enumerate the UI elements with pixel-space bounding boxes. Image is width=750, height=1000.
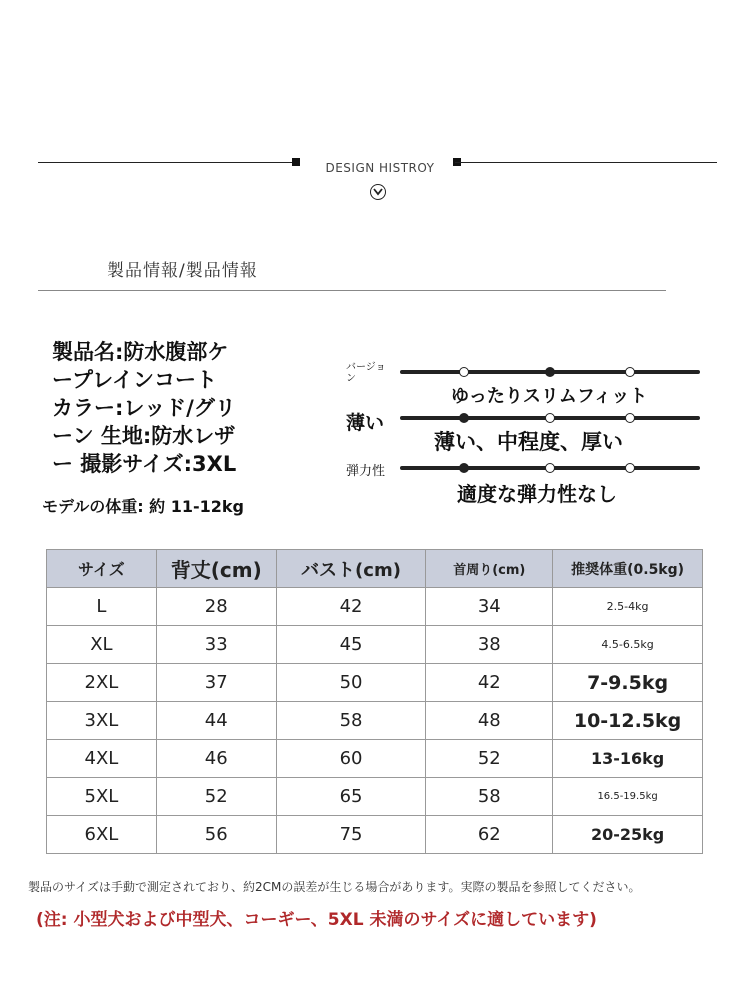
slider-label-thickness: 薄い <box>346 412 385 434</box>
cell-neck: 58 <box>426 778 553 816</box>
cell-weight: 2.5-4kg <box>553 588 703 626</box>
col-header-neck: 首周り(cm) <box>426 550 553 588</box>
table-row <box>47 664 703 702</box>
measurement-note: 製品のサイズは手動で測定されており、約2CMの誤差が生じる場合があります。実際の製品を参照してください。 <box>28 880 641 894</box>
cell-size: L <box>47 588 157 626</box>
cell-length: 56 <box>156 816 276 854</box>
section-divider <box>38 290 666 291</box>
slider-dot-active <box>545 367 555 377</box>
cell-chest: 45 <box>276 626 426 664</box>
product-info-line: ー 撮影サイズ:3XL <box>52 452 237 476</box>
table-header-row <box>47 550 703 588</box>
slider-dot-active <box>459 413 469 423</box>
size-warning: (注: 小型犬および中型犬、コーギー、5XL 未満のサイズに適しています) <box>36 910 597 930</box>
model-weight: モデルの体重: 約 11-12kg <box>42 497 245 516</box>
cell-size: 3XL <box>47 702 157 740</box>
cell-weight: 7-9.5kg <box>553 664 703 702</box>
cell-chest: 58 <box>276 702 426 740</box>
header-square-left <box>292 158 300 166</box>
slider-dot <box>459 367 469 377</box>
slider-dot-active <box>459 463 469 473</box>
cell-length: 37 <box>156 664 276 702</box>
table-row <box>47 816 703 854</box>
table-row <box>47 778 703 816</box>
col-header-size: サイズ <box>47 550 157 588</box>
cell-neck: 62 <box>426 816 553 854</box>
cell-length: 46 <box>156 740 276 778</box>
slider-dot <box>625 463 635 473</box>
slider-dot <box>625 413 635 423</box>
cell-chest: 75 <box>276 816 426 854</box>
cell-size: 4XL <box>47 740 157 778</box>
product-info-line: ーン 生地:防水レザ <box>52 424 236 448</box>
slider-caption-version: ゆったりスリムフィット <box>451 386 648 407</box>
slider-label-version: バージョン <box>346 362 386 384</box>
slider-label-elasticity: 弾力性 <box>346 464 386 479</box>
cell-chest: 60 <box>276 740 426 778</box>
cell-neck: 52 <box>426 740 553 778</box>
chevron-down-circle-icon <box>370 184 386 200</box>
table-row <box>47 588 703 626</box>
cell-weight: 20-25kg <box>553 816 703 854</box>
col-header-length: 背丈(cm) <box>156 550 276 588</box>
cell-length: 28 <box>156 588 276 626</box>
header-rule-left <box>38 162 300 163</box>
cell-neck: 42 <box>426 664 553 702</box>
col-header-chest: バスト(cm) <box>276 550 426 588</box>
table-row <box>47 702 703 740</box>
header-rule-right <box>455 162 717 163</box>
cell-size: 5XL <box>47 778 157 816</box>
cell-neck: 48 <box>426 702 553 740</box>
cell-chest: 50 <box>276 664 426 702</box>
cell-weight: 4.5-6.5kg <box>553 626 703 664</box>
design-history-title: DESIGN HISTROY <box>325 161 435 175</box>
cell-length: 44 <box>156 702 276 740</box>
cell-chest: 42 <box>276 588 426 626</box>
cell-length: 52 <box>156 778 276 816</box>
table-row <box>47 626 703 664</box>
cell-length: 33 <box>156 626 276 664</box>
cell-weight: 16.5-19.5kg <box>553 778 703 816</box>
cell-size: XL <box>47 626 157 664</box>
product-info <box>52 338 292 478</box>
cell-weight: 10-12.5kg <box>553 702 703 740</box>
product-info-line: カラー:レッド/グリ <box>52 396 236 420</box>
cell-chest: 65 <box>276 778 426 816</box>
section-title: 製品情報/製品情報 <box>107 261 258 281</box>
slider-dot <box>545 463 555 473</box>
slider-dot <box>545 413 555 423</box>
cell-neck: 38 <box>426 626 553 664</box>
cell-neck: 34 <box>426 588 553 626</box>
product-info-line: ープレインコート <box>52 368 218 392</box>
table-row <box>47 740 703 778</box>
cell-size: 2XL <box>47 664 157 702</box>
slider-caption-thickness: 薄い、中程度、厚い <box>434 430 623 454</box>
slider-dot <box>625 367 635 377</box>
cell-weight: 13-16kg <box>553 740 703 778</box>
col-header-weight: 推奨体重(0.5kg) <box>553 550 703 588</box>
product-info-line: 製品名:防水腹部ケ <box>52 340 229 364</box>
cell-size: 6XL <box>47 816 157 854</box>
slider-caption-elasticity: 適度な弾力性なし <box>457 482 617 506</box>
size-table <box>46 549 703 854</box>
